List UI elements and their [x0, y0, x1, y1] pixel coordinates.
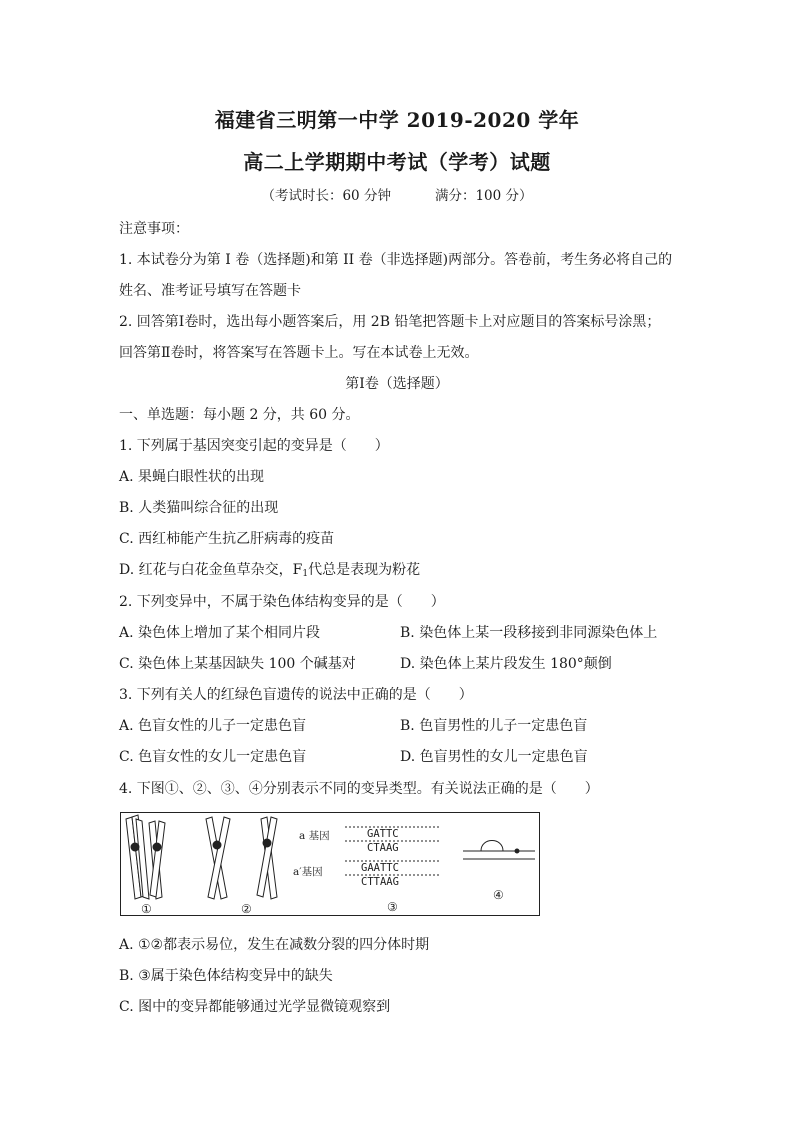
q4-option-b: B. ③属于染色体结构变异中的缺失 [119, 968, 333, 984]
q1-option-b: B. 人类猫叫综合征的出现 [119, 500, 279, 516]
q3-option-a: A. 色盲女性的儿子一定患色盲 [119, 718, 307, 734]
notice-item1-line1: 1. 本试卷分为第 I 卷（选择题)和第 II 卷（非选择题)两部分。答卷前，考生务必将自己的 [119, 252, 673, 268]
q4-option-c: C. 图中的变异都能够通过光学显微镜观察到 [119, 999, 391, 1015]
q1-option-d-pre: D. 红花与白花金鱼草杂交，F [119, 562, 303, 578]
figure-label-3: ③ [387, 900, 398, 914]
exam-duration: （考试时长：60 分钟 [261, 188, 391, 204]
seq-a-bottom: CTAAG [367, 842, 399, 854]
chromosome-pair-2 [206, 817, 277, 899]
gene-a-prime-label: a′基因 [293, 866, 323, 878]
figure-label-4: ④ [493, 888, 504, 902]
section-instruction: 一、单选题：每小题 2 分，共 60 分。 [119, 407, 360, 423]
q2-option-b: B. 染色体上某一段移接到非同源染色体上 [400, 625, 658, 641]
q1-option-c: C. 西红柿能产生抗乙肝病毒的疫苗 [119, 531, 335, 547]
q4-stem: 4. 下图①、②、③、④分别表示不同的变异类型。有关说法正确的是（ ） [119, 781, 599, 797]
chromosome-loop [463, 841, 535, 860]
seq-a2-bottom: CTTAAG [361, 876, 399, 888]
seq-a-top: GATTC [367, 828, 399, 840]
notice-item2-line1: 2. 回答第Ⅰ卷时，选出每小题答案后，用 2B 铅笔把答题卡上对应题目的答案标号涂黑； [119, 314, 661, 330]
q1-option-d-subscript: 1 [302, 569, 309, 579]
section-title: 第Ⅰ卷（选择题） [345, 376, 449, 392]
q2-option-c: C. 染色体上某基因缺失 100 个碱基对 [119, 656, 356, 672]
notice-item1-line2: 姓名、准考证号填写在答题卡 [119, 283, 301, 299]
q3-option-b: B. 色盲男性的儿子一定患色盲 [400, 718, 588, 734]
q1-option-a: A. 果蝇白眼性状的出现 [119, 469, 265, 485]
gene-a-prime-sequence [345, 861, 441, 888]
chromosome-pair-1 [126, 815, 165, 899]
variation-figure-drawing [121, 813, 541, 917]
q3-stem: 3. 下列有关人的红绿色盲遗传的说法中正确的是（ ） [119, 687, 473, 703]
notice-heading: 注意事项： [119, 221, 189, 237]
figure-label-2: ② [241, 902, 252, 916]
notice-item2-line2: 回答第Ⅱ卷时，将答案写在答题卡上。写在本试卷上无效。 [119, 345, 479, 361]
gene-a-label: a 基因 [299, 830, 330, 842]
exam-full-score: 满分：100 分） [434, 188, 533, 204]
q1-option-d-post: 代总是表现为粉花 [308, 562, 421, 578]
figure-label-1: ① [141, 902, 152, 916]
exam-info [0, 184, 794, 204]
exam-title-line1: 福建省三明第一中学 2019-2020 学年 [214, 108, 580, 132]
variation-figure [120, 812, 540, 916]
seq-a2-top: GAATTC [361, 862, 399, 874]
q1-stem: 1. 下列属于基因突变引起的变异是（ ） [119, 438, 389, 454]
q3-option-c: C. 色盲女性的女儿一定患色盲 [119, 749, 307, 765]
gene-a-sequence [345, 827, 441, 854]
q3-option-d: D. 色盲男性的女儿一定患色盲 [400, 749, 588, 765]
q2-option-a: A. 染色体上增加了某个相同片段 [119, 625, 321, 641]
q2-stem: 2. 下列变异中，不属于染色体结构变异的是（ ） [119, 594, 445, 610]
q2-option-d: D. 染色体上某片段发生 180°颠倒 [400, 656, 612, 672]
q4-option-a: A. ①②都表示易位，发生在减数分裂的四分体时期 [119, 937, 430, 953]
q1-option-d [119, 559, 420, 579]
exam-title-line2: 高二上学期期中考试（学考）试题 [243, 150, 551, 174]
